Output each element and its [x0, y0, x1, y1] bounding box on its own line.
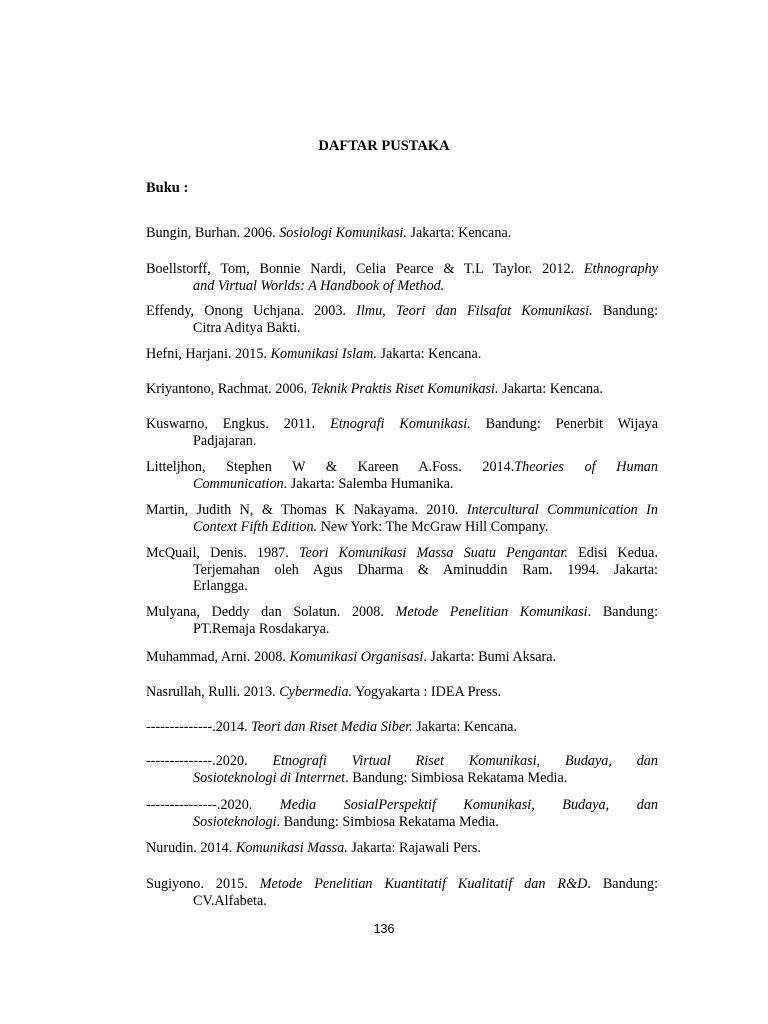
reference-text: ---------------.2020.: [146, 797, 280, 813]
reference-italic-text: Media SosialPerspektif Komunikasi, Budaya, dan: [279, 797, 659, 813]
reference-line: [146, 476, 658, 493]
section-heading: Buku :: [146, 180, 189, 196]
reference-italic-text: Intercultural Communication In: [466, 502, 658, 518]
reference-text: Jakarta: Kencana.: [498, 381, 603, 397]
reference-line: [146, 303, 658, 320]
reference-text: Martin, Judith N, & Thomas K Nakayama. 2010.: [146, 502, 467, 518]
reference-italic-text: Ilmu, Teori dan Filsafat Komunikasi.: [356, 303, 593, 319]
reference-italic-text: Metode Penelitian Komunikasi: [395, 604, 588, 620]
reference-line: [146, 381, 658, 398]
reference-italic-text: Theories of Human: [514, 459, 658, 475]
reference-line: [146, 278, 658, 295]
reference-italic-text: Komunikasi Massa.: [235, 840, 348, 856]
reference-line: [146, 416, 658, 433]
reference-entry: [146, 684, 658, 701]
reference-text: Mulyana, Deddy dan Solatun. 2008.: [146, 604, 396, 620]
reference-entry: [146, 225, 658, 242]
reference-text: CV.Alfabeta.: [193, 892, 267, 909]
reference-entry: [146, 649, 658, 666]
reference-text: Edisi Kedua.: [567, 545, 658, 561]
reference-entry: [146, 840, 658, 857]
reference-entry: [146, 876, 658, 909]
reference-text: Sugiyono. 2015.: [146, 876, 260, 892]
reference-text: . Jakarta: Salemba Humanika.: [283, 475, 454, 492]
reference-line: [146, 797, 658, 814]
reference-line: [146, 261, 658, 278]
reference-line: [146, 649, 658, 666]
reference-text: Bungin, Burhan. 2006.: [146, 225, 280, 241]
reference-entry: [146, 604, 658, 637]
reference-line: [146, 578, 658, 595]
page-number: 136: [373, 922, 395, 936]
reference-text: . Bandung:: [587, 876, 659, 892]
reference-entry: [146, 416, 658, 449]
reference-text: Padjajaran.: [193, 432, 257, 449]
reference-italic-text: Metode Penelitian Kuantitatif Kualitatif dan R&D: [259, 876, 588, 892]
reference-italic-text: Komunikasi Islam.: [270, 346, 377, 362]
reference-text: Hefni, Harjani. 2015.: [146, 346, 271, 362]
reference-line: [146, 502, 658, 519]
reference-line: [146, 459, 658, 476]
reference-text: Bandung:: [592, 303, 659, 319]
reference-text: Boellstorff, Tom, Bonnie Nardi, Celia Pearce & T.L Taylor. 2012.: [146, 261, 584, 277]
reference-text: . Jakarta: Bumi Aksara.: [423, 649, 557, 665]
reference-entry: [146, 459, 658, 492]
reference-text: PT.Remaja Rosdakarya.: [193, 620, 330, 637]
reference-italic-text: Ethnography: [583, 261, 658, 277]
reference-entry: [146, 346, 658, 363]
reference-line: [146, 562, 658, 579]
reference-entry: [146, 797, 658, 830]
reference-text: Terjemahan oleh Agus Dharma & Aminuddin Ram. 1994. Jakarta:: [193, 561, 658, 578]
reference-line: [146, 604, 658, 621]
reference-entry: [146, 753, 658, 786]
reference-italic-text: Context Fifth Edition.: [193, 518, 318, 535]
reference-text: Jakarta: Kencana.: [376, 346, 482, 362]
reference-line: [146, 433, 658, 450]
reference-line: [146, 320, 658, 337]
reference-italic-text: and Virtual Worlds: A Handbook of Method.: [193, 277, 445, 294]
reference-italic-text: Cybermedia.: [279, 684, 353, 700]
reference-italic-text: Komunikasi Organisasi: [289, 649, 424, 665]
reference-italic-text: Teori Komunikasi Massa Suatu Pengantar.: [298, 545, 568, 561]
reference-text: --------------.2014.: [146, 719, 252, 735]
reference-italic-text: Sosioteknologi di Interrnet: [193, 769, 346, 786]
reference-line: [146, 893, 658, 910]
reference-entry: [146, 261, 658, 294]
reference-text: Nasrullah, Rulli. 2013.: [146, 684, 280, 700]
reference-line: [146, 814, 658, 831]
reference-italic-text: Teknik Praktis Riset Komunikasi.: [310, 381, 499, 397]
reference-text: Jakarta: Kencana.: [412, 719, 518, 735]
reference-italic-text: Sosiologi Komunikasi.: [279, 225, 407, 241]
reference-text: Nurudin. 2014.: [146, 840, 236, 856]
reference-line: [146, 840, 658, 857]
reference-text: . Bandung: Simbiosa Rekatama Media.: [276, 813, 499, 830]
reference-line: [146, 519, 658, 536]
reference-entry: [146, 303, 658, 336]
page-title: DAFTAR PUSTAKA: [318, 138, 450, 154]
reference-italic-text: Communication: [193, 475, 284, 492]
reference-text: . Bandung: Simbiosa Rekatama Media.: [345, 769, 568, 786]
reference-line: [146, 346, 658, 363]
reference-italic-text: Etnografi Virtual Riset Komunikasi, Budaya, dan: [272, 753, 658, 769]
reference-text: Erlangga.: [193, 578, 248, 594]
reference-text: . Bandung:: [587, 604, 659, 620]
reference-line: [146, 621, 658, 638]
reference-text: Bandung: Penerbit Wijaya: [470, 416, 658, 432]
reference-text: Litteljhon, Stephen W & Kareen A.Foss. 2014.: [146, 459, 515, 475]
reference-text: Kuswarno, Engkus. 2011.: [146, 416, 331, 432]
reference-text: Muhammad, Arni. 2008.: [146, 649, 290, 665]
reference-entry: [146, 381, 658, 398]
reference-entry: [146, 719, 658, 736]
reference-italic-text: Etnografi Komunikasi.: [330, 416, 471, 432]
reference-line: [146, 770, 658, 787]
reference-text: Citra Aditya Bakti.: [193, 319, 301, 336]
reference-line: [146, 545, 658, 562]
reference-italic-text: Sosioteknologi: [193, 813, 277, 830]
reference-line: [146, 684, 658, 701]
reference-line: [146, 225, 658, 242]
reference-text: Yogyakarta : IDEA Press.: [352, 684, 502, 700]
reference-line: [146, 876, 658, 893]
reference-text: Jakarta: Rajawali Pers.: [347, 840, 481, 856]
reference-text: Effendy, Onong Uchjana. 2003.: [146, 303, 357, 319]
reference-line: [146, 753, 658, 770]
reference-entry: [146, 502, 658, 535]
reference-text: Jakarta: Kencana.: [406, 225, 512, 241]
reference-text: McQuail, Denis. 1987.: [146, 545, 299, 561]
reference-line: [146, 719, 658, 736]
reference-text: Kriyantono, Rachmat. 2006.: [146, 381, 311, 397]
reference-italic-text: Teori dan Riset Media Siber.: [251, 719, 413, 735]
reference-text: --------------.2020.: [146, 753, 273, 769]
reference-entry: [146, 545, 658, 595]
reference-text: New York: The McGraw Hill Company.: [317, 518, 549, 535]
